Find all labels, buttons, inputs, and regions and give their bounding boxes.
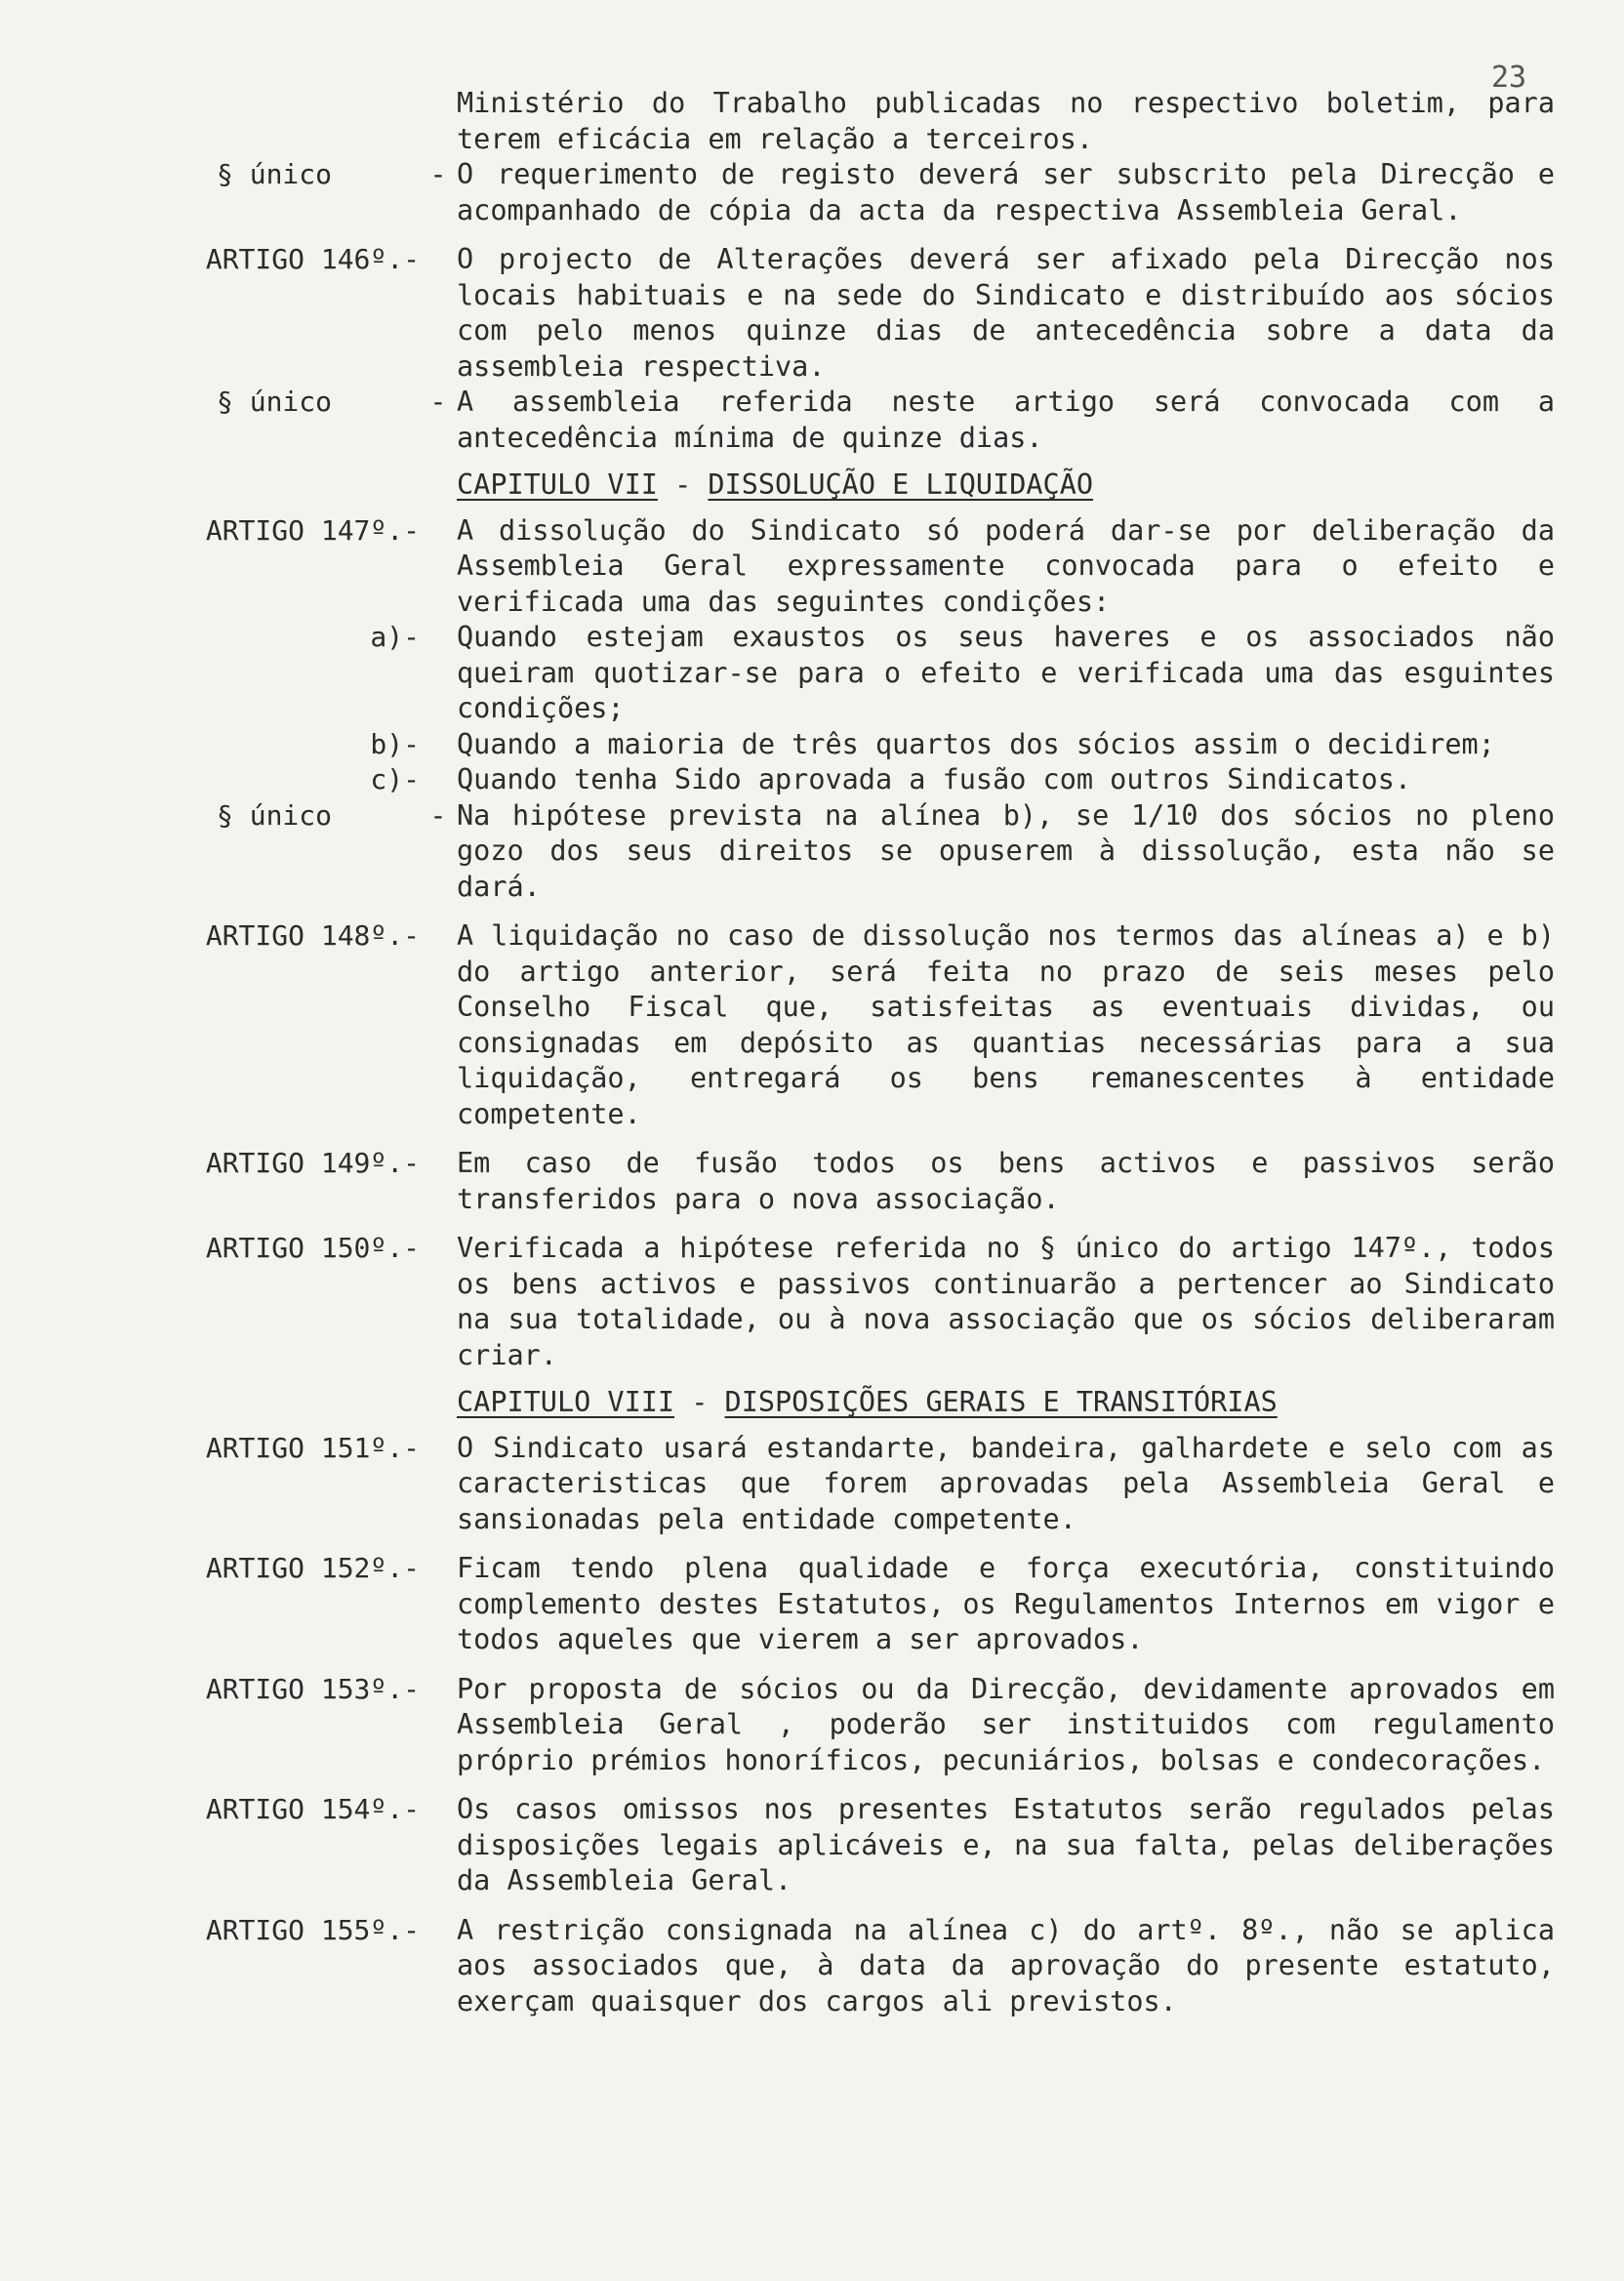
article-label: b)-	[370, 727, 420, 760]
article-text: O projecto de Alterações deverá ser afixado pela Direcção nos locais habituais e na sede do Sindicato e distribuído aos sócios com pelo menos quinze dias de antecedência sobre a data da assembleia respectiva.	[457, 243, 1555, 383]
article-paragraph	[0, 1672, 1624, 1779]
label-separator	[420, 86, 457, 157]
label-separator	[420, 762, 457, 798]
chapter-title: DISSOLUÇÃO E LIQUIDAÇÃO	[708, 468, 1094, 501]
label-separator: -	[429, 798, 447, 832]
label-separator	[420, 1146, 457, 1217]
article-paragraph	[0, 1792, 1624, 1899]
article-label: c)-	[370, 763, 420, 795]
article-text: Os casos omissos nos presentes Estatutos serão regulados pelas disposições legais aplicáveis e, na sua falta, pelas deliberações da Assembleia Geral.	[457, 1793, 1555, 1896]
article-text: Ministério do Trabalho publicadas no respectivo boletim, para terem eficácia em relação a terceiros.	[457, 87, 1555, 155]
article-paragraph	[0, 513, 1624, 621]
article-paragraph	[0, 385, 1624, 456]
article-text: A dissolução do Sindicato só poderá dar-se por deliberação da Assembleia Geral expressamente convocada para o efeito e verificada uma das seguintes condições:	[457, 513, 1555, 618]
article-paragraph	[0, 242, 1624, 385]
label-separator: -	[429, 386, 447, 418]
article-label: § único	[217, 158, 333, 190]
chapter-number: CAPITULO VIII	[457, 1386, 675, 1418]
article-label: ARTIGO 152º.-	[205, 1552, 420, 1584]
article-text: A assembleia referida neste artigo será convocada com a antecedência mínima de quinze dias.	[457, 386, 1555, 454]
label-separator	[420, 918, 457, 1132]
article-paragraph	[0, 1146, 1624, 1217]
label-separator	[420, 1792, 457, 1899]
article-label: ARTIGO 151º.-	[205, 1431, 420, 1464]
article-paragraph	[0, 1913, 1624, 2020]
article-text: Por proposta de sócios ou da Direcção, devidamente aprovados em Assembleia Geral , poderão ser instituidos com regulamento próprio prémios honoríficos, pecuniários, bolsas e condecorações.	[457, 1672, 1555, 1776]
article-label: ARTIGO 150º.-	[205, 1232, 420, 1264]
label-separator	[420, 1913, 457, 2020]
article-text: Ficam tendo plena qualidade e força executória, constituindo complemento destes Estatutos, os Regulamentos Internos em vigor e todos aqueles que vierem a ser aprovados.	[457, 1552, 1555, 1655]
label-separator	[420, 1672, 457, 1779]
label-separator	[420, 1551, 457, 1658]
article-text: O requerimento de registo deverá ser subscrito pela Direcção e acompanhado de cópia da acta da respectiva Assembleia Geral.	[457, 158, 1555, 226]
statute-text	[0, 86, 1624, 2019]
page-number: 23	[1491, 61, 1527, 95]
article-text: Quando a maioria de três quartos dos sócios assim o decidirem;	[457, 727, 1495, 760]
chapter-heading: CAPITULO VII - DISSOLUÇÃO E LIQUIDAÇÃO	[457, 468, 1094, 501]
article-label: ARTIGO 148º.-	[205, 919, 420, 952]
article-label	[0, 86, 420, 157]
article-text: Verificada a hipótese referida no § único do artigo 147º., todos os bens activos e passivos continuarão a pertencer ao Sindicato na sua totalidade, ou à nova associação que os sócios deliberaram criar.	[457, 1232, 1555, 1371]
article-text: Quando tenha Sido aprovada a fusão com outros Sindicatos.	[457, 763, 1412, 795]
chapter-heading: CAPITULO VIII - DISPOSIÇÕES GERAIS E TRANSITÓRIAS	[457, 1386, 1278, 1418]
article-text: Na hipótese prevista na alínea b), se 1/10 dos sócios no pleno gozo dos seus direitos se opuserem à dissolução, esta não se dará.	[457, 798, 1555, 903]
article-paragraph	[0, 86, 1624, 157]
article-label: § único	[217, 386, 333, 418]
article-label: a)-	[370, 621, 420, 653]
article-label: ARTIGO 146º.-	[205, 243, 420, 275]
label-separator	[420, 727, 457, 763]
article-text: Em caso de fusão todos os bens activos e passivos serão transferidos para o nova associação.	[457, 1147, 1555, 1215]
label-separator	[420, 513, 457, 621]
article-label: ARTIGO 153º.-	[205, 1672, 420, 1705]
article-label: § único	[217, 798, 333, 832]
article-paragraph	[0, 918, 1624, 1132]
article-text: Quando estejam exaustos os seus haveres e os associados não queiram quotizar-se para o efeito e verificada uma das esguintes condições;	[457, 621, 1555, 724]
article-paragraph	[0, 1231, 1624, 1373]
article-label: ARTIGO 149º.-	[205, 1147, 420, 1179]
chapter-number: CAPITULO VII	[457, 468, 658, 501]
article-paragraph	[0, 762, 1624, 798]
article-text: A restrição consignada na alínea c) do artº. 8º., não se aplica aos associados que, à data da aprovação do presente estatuto, exerçam quaisquer dos cargos ali previstos.	[457, 1913, 1555, 2017]
label-separator	[420, 242, 457, 385]
article-text: O Sindicato usará estandarte, bandeira, galhardete e selo com as caracteristicas que forem aprovadas pela Assembleia Geral e sansionadas pela entidade competente.	[457, 1431, 1555, 1535]
article-paragraph	[0, 1551, 1624, 1658]
label-separator	[420, 620, 457, 727]
article-paragraph	[0, 798, 1624, 906]
label-separator	[420, 1431, 457, 1538]
article-paragraph	[0, 620, 1624, 727]
article-paragraph	[0, 1431, 1624, 1538]
label-separator: -	[429, 158, 447, 190]
article-text: A liquidação no caso de dissolução nos termos das alíneas a) e b) do artigo anterior, será feita no prazo de seis meses pelo Conselho Fiscal que, satisfeitas as eventuais dividas, ou consignadas em depósito as quantias necessárias para a sua liquidação, entregará os bens remanescentes à entidade competente.	[457, 919, 1555, 1130]
article-paragraph	[0, 727, 1624, 763]
chapter-title: DISPOSIÇÕES GERAIS E TRANSITÓRIAS	[724, 1386, 1278, 1418]
article-label: ARTIGO 155º.-	[205, 1913, 420, 1946]
article-paragraph	[0, 157, 1624, 228]
article-label: ARTIGO 154º.-	[205, 1793, 420, 1825]
label-separator	[420, 1231, 457, 1373]
article-label: ARTIGO 147º.-	[205, 513, 420, 547]
